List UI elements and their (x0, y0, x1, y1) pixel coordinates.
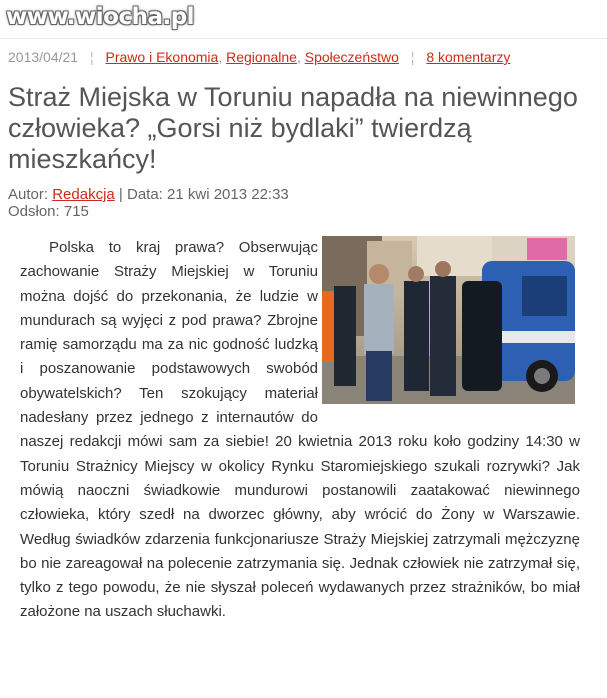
article-body-text: Polska to kraj prawa? Obserwując zachowanie Straży Miejskiej w Toruniu można dojść do przekonania, że ludzie w mundurach są wyjęci z pod prawa? Zbrojne ramię samorządu ma za nic godność ludzką i poszanowanie podstawowych swobód obywatelskich? Ten szokujący materiał nadesłany przez jednego z internautów do naszej redakcji mówi sam za siebie! 20 kwietnia 2013 roku koło godziny 14:30 w Toruniu Strażnicy Miejscy w okolicy Rynku Staromiejskiego szukali rozrywki? Jak mówią naoczni świadkowie mundurowi postanowili zaatakować niewinnego człowieka, który szedł na dworzec główny, aby wrócić do Żony w Warszawie. Według świadków zdarzenia funkcjonariusze Straży Miejskiej zatrzymali mężczyznę bo nie zareagował na polecenie zatrzymania się. Jednak człowiek nie zatrzymał się, tylko z tego powodu, że nie słyszał poleceń wydawanych przez strażników, bo miał założone na uszach słuchawki. (20, 239, 580, 621)
article-title: Straż Miejska w Toruniu napadła na niewinnego człowieka? „Gorsi niż bydlaki” twierdzą mieszkańcy! (8, 82, 578, 174)
top-bar (0, 0, 607, 38)
post-meta (8, 49, 510, 65)
meta-separator: ¦ (410, 49, 415, 65)
comments-link[interactable]: 8 komentarzy (426, 49, 511, 65)
category-comma: , (218, 49, 223, 65)
author-label: Autor: (8, 186, 49, 203)
meta-separator: ¦ (89, 49, 94, 65)
site-watermark: www.wiocha.pl (6, 4, 195, 30)
article-byline (8, 186, 289, 220)
category-link-prawo[interactable]: Prawo i Ekonomia (105, 49, 219, 65)
article-date: | Data: 21 kwi 2013 22:33 (118, 186, 289, 203)
category-link-spoleczenstwo[interactable]: Społeczeństwo (304, 49, 399, 65)
article-body (20, 236, 580, 625)
photo-spacer (322, 236, 580, 408)
category-comma: , (296, 49, 301, 65)
post-date: 2013/04/21 (8, 49, 79, 65)
author-link[interactable]: Redakcja (52, 186, 115, 203)
category-link-regionalne[interactable]: Regionalne (226, 49, 297, 65)
divider (0, 38, 607, 39)
view-count: Odsłon: 715 (8, 203, 89, 220)
